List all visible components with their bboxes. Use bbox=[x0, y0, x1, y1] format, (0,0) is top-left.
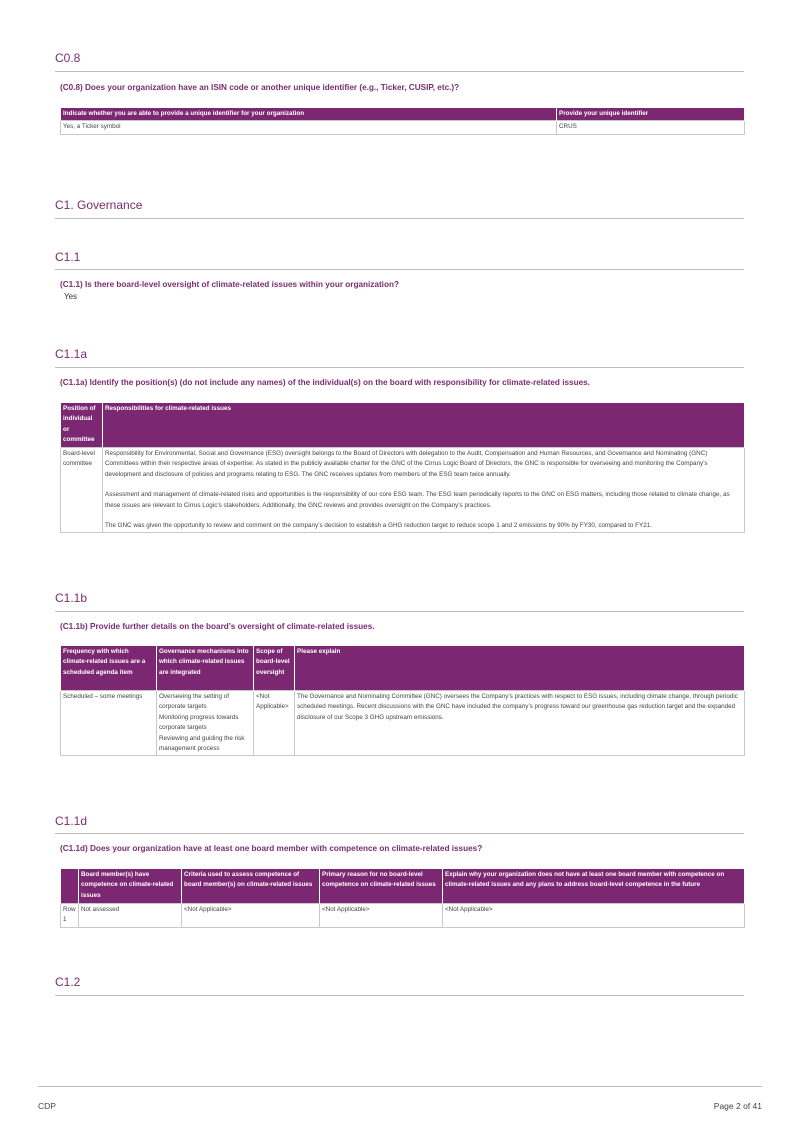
question-c1-1b: (C1.1b) Provide further details on the board’s oversight of climate-related issues. bbox=[60, 622, 375, 631]
question-c1-1: (C1.1) Is there board-level oversight of climate-related issues within your organization? bbox=[60, 280, 399, 289]
question-c1-1a: (C1.1a) Identify the position(s) (do not include any names) of the individual(s) on the board with responsibility for climate-related issues. bbox=[60, 378, 590, 387]
table-c1-1b bbox=[60, 645, 745, 756]
table-header: Primary reason for no board-level competence on climate-related issues bbox=[320, 869, 443, 904]
table-header: Frequency with which climate-related issues are a scheduled agenda item bbox=[61, 646, 157, 691]
table-cell: <Not Applicable> bbox=[182, 904, 320, 928]
table-header: Provide your unique identifier bbox=[557, 108, 745, 121]
section-title-c1-1: C1.1 bbox=[55, 250, 81, 264]
section-divider bbox=[55, 269, 744, 270]
table-header: Explain why your organization does not have at least one board member with competence on climate-related issues and any plans to address board-level competence in the future bbox=[443, 869, 745, 904]
table-header: Board member(s) have competence on climate-related issues bbox=[79, 869, 182, 904]
table-header: Position of individual or committee bbox=[61, 403, 103, 448]
section-title-c1-1a: C1.1a bbox=[55, 347, 88, 361]
list-item: Reviewing and guiding the risk management process bbox=[159, 734, 245, 753]
paragraph: Assessment and management of climate-related risks and opportunities is the responsibility of our core ESG team. The ESG team periodically reports to the GNC on ESG matters, including those related to climate change, as these issues are relevant to Cirrus Logic’s stakeholders. Additionally, the GNC reviews and provides oversight on the Company’s practices. bbox=[105, 491, 730, 509]
table-cell: Not assessed bbox=[79, 904, 182, 928]
list-item: Overseeing the setting of corporate targets bbox=[159, 693, 230, 711]
section-title-c1-governance: C1. Governance bbox=[55, 198, 143, 212]
section-divider bbox=[55, 995, 744, 996]
answer-c1-1: Yes bbox=[64, 292, 78, 301]
table-cell: Scheduled – some meetings bbox=[61, 691, 157, 756]
table-cell bbox=[103, 448, 745, 533]
section-title-c1-1b: C1.1b bbox=[55, 591, 88, 605]
section-divider bbox=[55, 611, 744, 612]
table-cell bbox=[157, 691, 254, 756]
table-cell: <Not Applicable> bbox=[443, 904, 745, 928]
table-row bbox=[61, 904, 745, 928]
section-divider bbox=[55, 367, 744, 368]
table-row bbox=[61, 691, 745, 756]
section-divider bbox=[55, 833, 744, 834]
table-cell: CRUS bbox=[557, 121, 745, 134]
question-c0-8: (C0.8) Does your organization have an ISIN code or another unique identifier (e.g., Ticker, CUSIP, etc.)? bbox=[60, 83, 460, 92]
section-title-c1-2: C1.2 bbox=[55, 975, 81, 989]
footer-brand: CDP bbox=[38, 1101, 56, 1111]
table-header: Scope of board-level oversight bbox=[254, 646, 295, 691]
table-header: Criteria used to assess competence of board member(s) on climate-related issues bbox=[182, 869, 320, 904]
section-divider bbox=[55, 218, 744, 219]
table-header: Indicate whether you are able to provide a unique identifier for your organization bbox=[61, 108, 557, 121]
table-cell: Yes, a Ticker symbol bbox=[61, 121, 557, 134]
table-header bbox=[61, 869, 79, 904]
table-c1-1d bbox=[60, 868, 745, 928]
table-cell: <Not Applicable> bbox=[320, 904, 443, 928]
page-number: Page 2 of 41 bbox=[713, 1101, 762, 1111]
section-divider bbox=[55, 71, 744, 72]
paragraph: The GNC was given the opportunity to review and comment on the company’s decision to establish a GHG reduction target to reduce scope 1 and 2 emissions by 90% by FY30, compared to FY21. bbox=[105, 522, 652, 530]
section-title-c1-1d: C1.1d bbox=[55, 814, 88, 828]
table-c0-8 bbox=[60, 107, 745, 135]
paragraph: Responsibility for Environmental, Social and Governance (ESG) oversight belongs to the Board of Directors with delegation to the Audit, Compensation and Human Resources, and Governance and Nominating (GNC) Committees within their respective areas of expertise. As stated in the publicly available charter for the GNC of the Cirrus Logic Board of Directors, the GNC is responsible for overseeing and monitoring the Company’s development and disclosure of policies and programs relating to ESG. The GNC receives updates from members of the ESG team twice annually. bbox=[105, 450, 708, 478]
table-header: Governance mechanisms into which climate-related issues are integrated bbox=[157, 646, 254, 691]
table-header: Please explain bbox=[295, 646, 745, 691]
table-cell: Board-level committee bbox=[61, 448, 103, 533]
section-title-c0-8: C0.8 bbox=[55, 51, 81, 65]
question-c1-1d: (C1.1d) Does your organization have at least one board member with competence on climate-related issues? bbox=[60, 844, 483, 853]
table-cell: <Not Applicable> bbox=[254, 691, 295, 756]
table-row bbox=[61, 448, 745, 533]
table-c1-1a bbox=[60, 402, 745, 533]
table-header: Responsibilities for climate-related issues bbox=[103, 403, 745, 448]
table-cell: Row 1 bbox=[61, 904, 79, 928]
list-item: Monitoring progress towards corporate targets bbox=[159, 713, 239, 732]
table-row bbox=[61, 121, 745, 134]
footer-divider bbox=[38, 1086, 762, 1087]
table-cell: The Governance and Nominating Committee (GNC) oversees the Company’s practices with respect to ESG issues, including climate change, through periodic scheduled meetings. Recent discussions with the GNC have included the company’s progress toward our greenhouse gas reduction target and the expanded disclosure of our Scope 3 GHG upstream emissions. bbox=[295, 691, 745, 756]
